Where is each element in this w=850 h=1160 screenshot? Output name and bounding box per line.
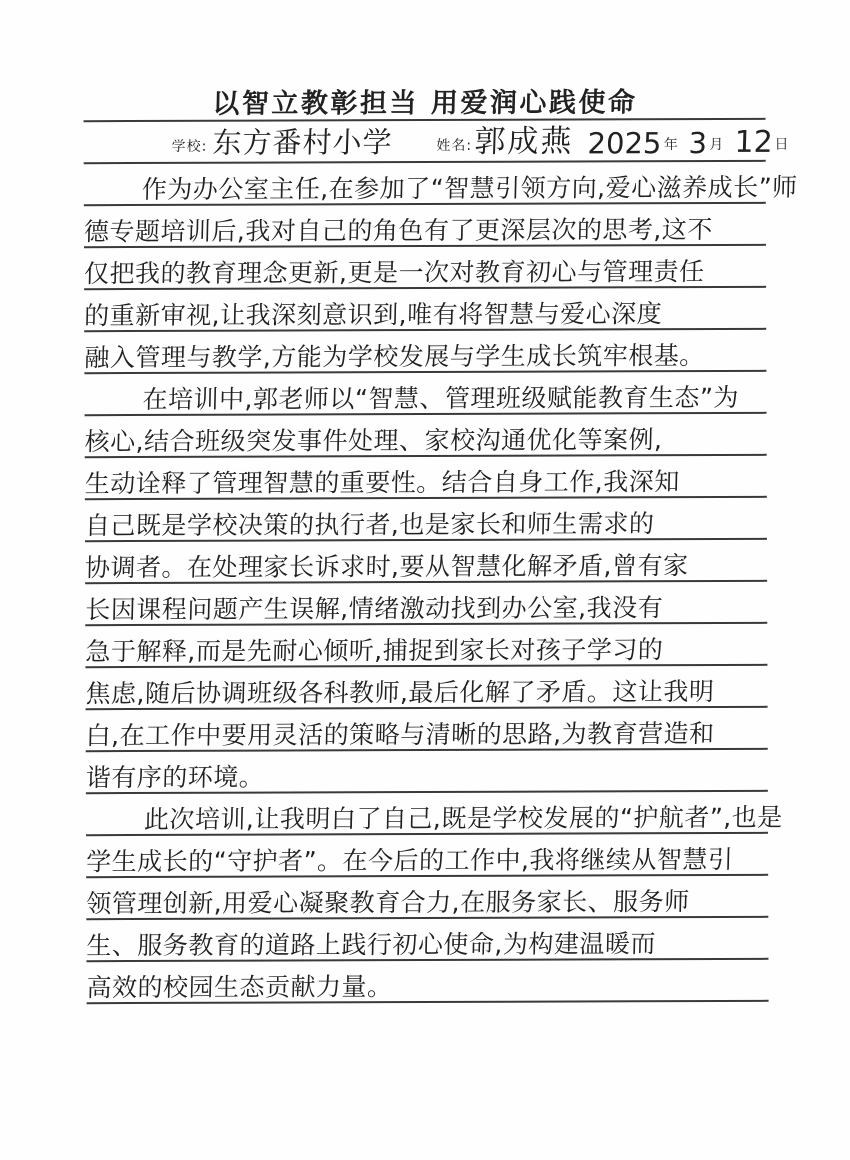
- text-line: [85, 666, 767, 710]
- handwritten-text: 在培训中,郭老师以“智慧、管理班级赋能教育生态”为: [142, 382, 740, 414]
- text-line: [84, 330, 766, 374]
- text-line: [86, 792, 784, 836]
- handwritten-text: 领管理创新,用爱心凝聚教育合力,在服务家长、服务师: [85, 886, 691, 918]
- meta-line: [84, 120, 790, 164]
- text-line: [85, 456, 767, 500]
- title-line: [83, 78, 765, 122]
- text-line: [84, 246, 766, 290]
- ruled-sheet: [83, 78, 798, 1004]
- handwritten-text: 作为办公室主任,在参加了“智慧引领方向,爱心滋养成长”师: [141, 172, 798, 204]
- handwritten-text: 核心,结合班级突发事件处理、家校沟通优化等案例,: [84, 424, 663, 456]
- handwritten-text: 自己既是学校决策的执行者,也是家长和师生需求的: [84, 508, 655, 540]
- handwritten-text: 生、服务教育的道路上践行初心使命,为构建温暖而: [86, 928, 657, 960]
- date-year-label: 年: [663, 137, 679, 154]
- text-line: [86, 708, 768, 752]
- school-label: 学校:: [171, 138, 208, 155]
- handwritten-text: 德专题培训后,我对自己的角色有了更深层次的思考,这不: [83, 214, 714, 246]
- essay-body: [83, 162, 798, 1004]
- text-line: [86, 960, 768, 1004]
- handwritten-text: 仅把我的教育理念更新,更是一次对教育初心与管理责任: [83, 256, 705, 288]
- text-line: [85, 624, 767, 668]
- date-day-label: 日: [774, 136, 790, 153]
- text-line: [86, 834, 768, 878]
- name-value: 郭成燕: [474, 123, 575, 160]
- date-month-label: 月: [709, 136, 725, 154]
- text-line: [84, 288, 766, 332]
- text-line: [86, 750, 768, 794]
- text-line: [86, 876, 768, 920]
- handwritten-text: 长因课程问题产生误解,情绪激动找到办公室,我没有: [84, 592, 664, 624]
- essay-title: 以智立教彰担当 用爱润心践使命: [211, 86, 638, 120]
- date-month-value: 3: [688, 126, 708, 161]
- text-line: [85, 582, 767, 626]
- text-line: [85, 498, 767, 542]
- handwritten-text: 急于解释,而是先耐心倾听,捕捉到家长对孩子学习的: [85, 634, 664, 666]
- text-line: [85, 414, 767, 458]
- date-day-value: 12: [733, 124, 774, 160]
- handwritten-text: 协调者。在处理家长诉求时,要从智慧化解矛盾,曾有家: [84, 550, 689, 582]
- handwritten-text: 谐有序的环境。: [85, 762, 265, 792]
- text-line: [86, 918, 768, 962]
- text-line: [84, 372, 766, 416]
- text-line: [84, 162, 798, 206]
- text-line: [84, 204, 766, 248]
- handwritten-text: 融入管理与教学,方能为学校发展与学生成长筑牢根基。: [84, 340, 706, 372]
- name-label: 姓名:: [436, 137, 473, 154]
- date-year-value: 2025: [587, 126, 663, 161]
- handwritten-text: 学生成长的“守护者”。在今后的工作中,我将继续从智慧引: [85, 844, 734, 876]
- text-line: [85, 540, 767, 584]
- handwritten-text: 白,在工作中要用灵活的策略与清晰的思路,为教育营造和: [85, 718, 715, 750]
- handwritten-text: 此次培训,让我明白了自己,既是学校发展的“护航者”,也是: [143, 802, 784, 834]
- handwritten-text: 生动诠释了管理智慧的重要性。结合自身工作,我深知: [84, 466, 681, 498]
- handwritten-text: 高效的校园生态贡献力量。: [86, 971, 393, 1002]
- handwritten-text: 焦虑,随后协调班级各科教师,最后化解了矛盾。这让我明: [85, 676, 715, 708]
- handwritten-text: 的重新审视,让我深刻意识到,唯有将智慧与爱心深度: [83, 298, 663, 330]
- school-value: 东方番村小学: [211, 125, 393, 160]
